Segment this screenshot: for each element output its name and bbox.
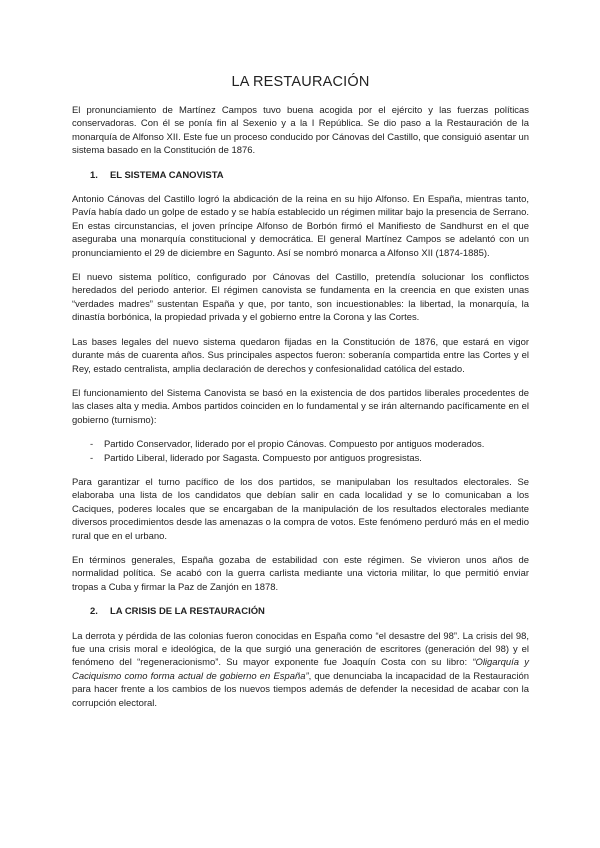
bullet-dash: - xyxy=(90,439,94,451)
paragraph-text: La derrota y pérdida de las colonias fueron conocidas en España como “el desastre del 98”. La crisis del 98, fue una crisis moral e ideológica, de la que surgió una generación de escritores (generación del 98) y el fenómeno del “regeneracionismo”. Su mayor exponente fue Joaquín Costa con su libro: xyxy=(72,630,529,669)
list-item xyxy=(72,452,529,465)
book-title: “Oligarquía y Caciquismo como forma actual de gobierno en España” xyxy=(72,657,529,682)
section-title: EL SISTEMA CANOVISTA xyxy=(110,169,224,181)
paragraph: El nuevo sistema político, configurado por Cánovas del Castillo, pretendía solucionar los conflictos heredados del periodo anterior. El régimen canovista se fundamenta en la creencia en que existen unas “verdades madres” sustentan España y que, por tanto, son incuestionables: la libertad, la monarquía, la dinastía borbónica, la propiedad privada y el gobierno entre la Corona y las Cortes. xyxy=(72,272,529,324)
section-number: 1. xyxy=(90,169,98,181)
paragraph: En términos generales, España gozaba de estabilidad con este régimen. Se vivieron unos años de normalidad política. Se acabó con la guerra carlista mediante una victoria militar, lo que permitió enviar tropas a Cuba y firmar la Paz de Zanjón en 1878. xyxy=(72,554,529,593)
section-heading-crisis-restauracion xyxy=(72,605,529,618)
list-item-text: Partido Conservador, liderado por el propio Cánovas. Compuesto por antiguos moderados. xyxy=(104,439,485,451)
section-title: LA CRISIS DE LA RESTAURACIÓN xyxy=(110,606,265,618)
section-heading-sistema-canovista xyxy=(72,169,529,182)
list-item xyxy=(72,438,529,451)
page-title: LA RESTAURACIÓN xyxy=(231,74,370,90)
paragraph-text: , que denunciaba la incapacidad de la Restauración para hacer frente a los cambios de los nuevos tiempos además de defender la necesidad de acabar con la corrupción electoral. xyxy=(72,670,529,709)
list-item-text: Partido Liberal, liderado por Sagasta. Compuesto por antiguos progresistas. xyxy=(104,452,422,464)
paragraph: El funcionamiento del Sistema Canovista se basó en la existencia de dos partidos liberales procedentes de las clases alta y media. Ambos partidos coinciden en lo fundamental y se irán alternando pacíficamente en el gobierno (turnismo): xyxy=(72,387,529,426)
bullet-dash: - xyxy=(90,452,94,464)
paragraph: Las bases legales del nuevo sistema quedaron fijadas en la Constitución de 1876, que estará en vigor durante más de cuarenta años. Sus principales aspectos fueron: soberanía compartida entre las Cortes y el Rey, estado centralista, amplia declaración de derechos y confesionalidad católica del estado. xyxy=(72,336,529,375)
paragraph: Para garantizar el turno pacífico de los dos partidos, se manipulaban los resultados electorales. Se elaboraba una lista de los candidatos que debían salir en cada localidad y se lo comunicaban a los Caciques, poderes locales que se encargaban de la manipulación de los resultados electorales mediante diversos procedimientos desde las amenazas o la compra de votos. Este fenómeno perduró más en el medio rural que en el urbano. xyxy=(72,476,529,542)
paragraph xyxy=(72,630,529,710)
party-list xyxy=(72,438,529,465)
section-number: 2. xyxy=(90,606,98,618)
intro-paragraph: El pronunciamiento de Martínez Campos tuvo buena acogida por el ejército y las fuerzas políticas conservadoras. Con él se ponía fin al Sexenio y a la I República. Se dio paso a la Restauración de la monarquía de Alfonso XII. Este fue un proceso conducido por Cánovas del Castillo, que consiguió asentar un sistema basado en la Constitución de 1876. xyxy=(72,105,529,157)
paragraph: Antonio Cánovas del Castillo logró la abdicación de la reina en su hijo Alfonso. En España, mientras tanto, Pavía había dado un golpe de estado y se había establecido un régimen militar bajo la presencia de Serrano. En estas circunstancias, el joven príncipe Alfonso de Borbón firmó el Manifiesto de Sandhurst en el que aseguraba una monarquía constitucional y democrática. El general Martínez Campos se adelantó con un pronunciamiento el 29 de diciembre en Sagunto. Así se nombró monarca a Alfonso XII (1874-1885). xyxy=(72,194,529,259)
